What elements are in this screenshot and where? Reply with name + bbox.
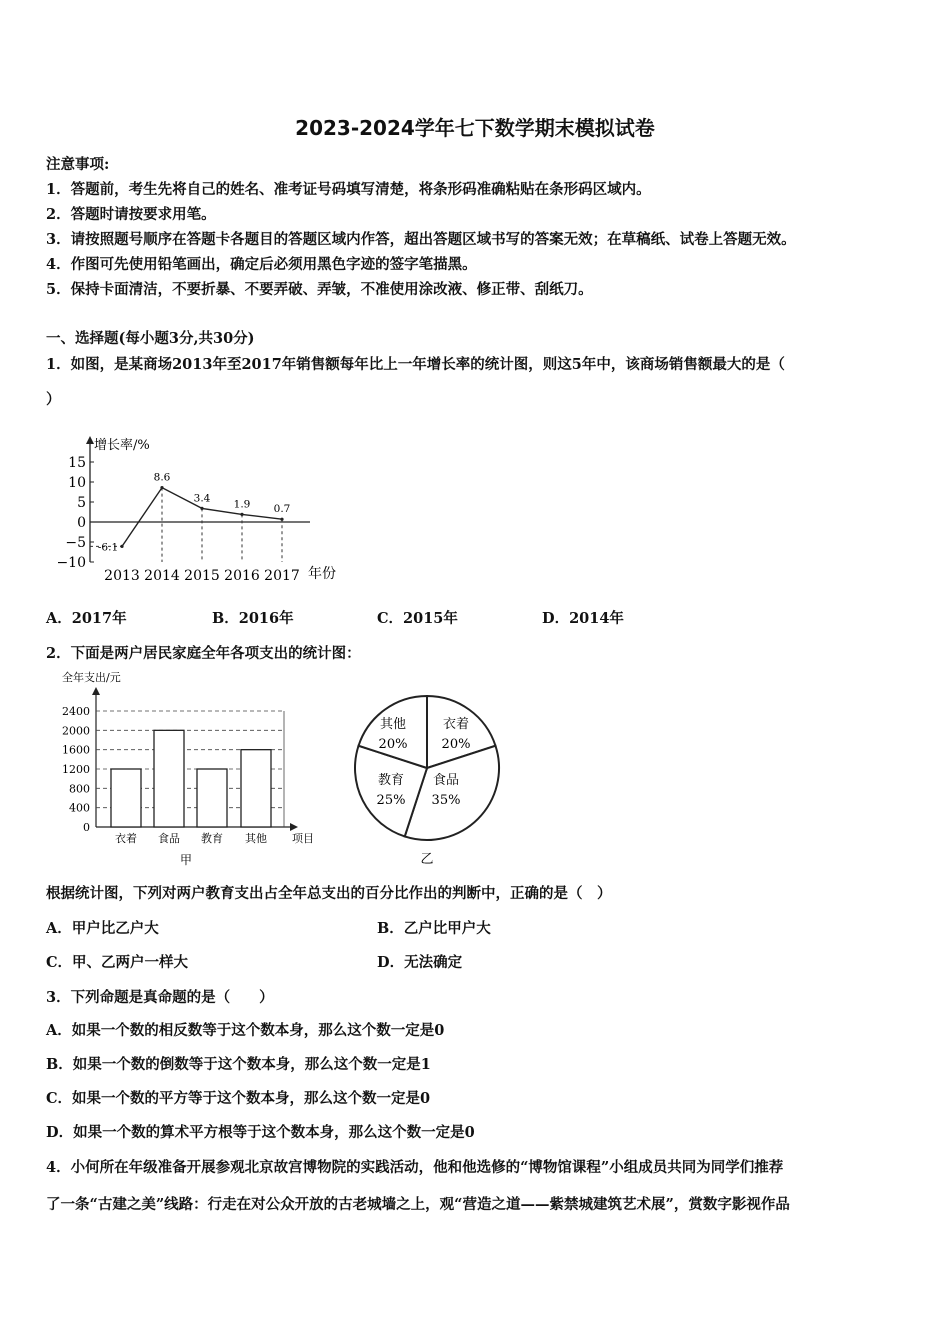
slice-label: 衣着	[442, 717, 470, 732]
x-tick-label: 2015	[184, 568, 220, 584]
q1-option-d[interactable]: D．2014年	[542, 610, 624, 627]
x-tick-label: 2017	[264, 568, 300, 584]
y-axis-label: 全年支出/元	[62, 671, 121, 684]
slice-label: 食品	[432, 773, 460, 788]
x-tick-label: 2014	[144, 568, 180, 584]
notice-item: 3．请按照题号顺序在答题卡各题目的答题区域内作答，超出答题区域书写的答案无效；在草稿纸、试卷上答题无效。	[46, 231, 796, 248]
data-label: 8.6	[153, 471, 171, 484]
notice-heading: 注意事项:	[46, 156, 110, 173]
q3-option-a[interactable]: A．如果一个数的相反数等于这个数本身，那么这个数一定是0	[46, 1022, 445, 1039]
data-label: 1.9	[233, 498, 251, 511]
y-tick-label: 1200	[62, 763, 90, 776]
notice-item: 2．答题时请按要求用笔。	[46, 206, 216, 223]
y-tick-label: −5	[65, 535, 86, 551]
chart-title: 甲	[179, 853, 193, 867]
slice-value: 35%	[431, 793, 461, 808]
bar	[154, 730, 184, 827]
y-axis-arrow-icon	[86, 436, 94, 444]
y-tick-label: 0	[77, 515, 86, 531]
y-axis-arrow-icon	[92, 687, 100, 695]
notice-item: 5．保持卡面清洁，不要折暴、不要弄破、弄皱，不准使用涂改液、修正带、刮纸刀。	[46, 281, 593, 298]
y-tick-label: 5	[77, 495, 86, 511]
y-tick-label: 0	[83, 821, 90, 834]
question-1-text: 1．如图，是某商场2013年至2017年销售额每年比上一年增长率的统计图，则这5年中，该商场销售额最大的是（	[46, 356, 785, 373]
x-axis-label: 项目	[292, 832, 314, 845]
y-tick-label: 2400	[62, 705, 90, 718]
page-title: 2023-2024学年七下数学期末模拟试卷	[295, 116, 655, 140]
y-tick-label: 1600	[62, 743, 90, 757]
q1-option-c[interactable]: C．2015年	[377, 610, 458, 627]
data-point	[240, 513, 243, 516]
x-tick-label: 2016	[224, 568, 260, 584]
data-point	[160, 486, 163, 489]
bar	[197, 769, 227, 827]
y-tick-label: 400	[69, 801, 90, 815]
q2-option-d[interactable]: D．无法确定	[377, 954, 463, 971]
slice-label: 教育	[377, 773, 405, 788]
x-tick-label: 食品	[158, 832, 180, 845]
y-tick-label: 10	[68, 475, 86, 491]
question-2-text: 2．下面是两户居民家庭全年各项支出的统计图：	[46, 645, 361, 662]
q1-option-b[interactable]: B．2016年	[212, 610, 294, 627]
y-tick-label: −10	[56, 555, 86, 571]
expense-bar-chart	[48, 667, 338, 872]
x-axis-label: 年份	[308, 566, 336, 582]
q3-option-b[interactable]: B．如果一个数的倒数等于这个数本身，那么这个数一定是1	[46, 1056, 431, 1073]
y-tick-label: 800	[69, 782, 90, 796]
x-axis-arrow-icon	[290, 823, 298, 831]
x-tick-label: 2013	[104, 568, 140, 584]
slice-value: 20%	[441, 737, 471, 752]
section-heading: 一、选择题(每小题3分,共30分)	[46, 330, 255, 347]
x-tick-label: 其他	[245, 832, 267, 845]
y-tick-label: 15	[68, 455, 86, 471]
q2-option-c[interactable]: C．甲、乙两户一样大	[46, 954, 189, 971]
data-label: 3.4	[193, 492, 211, 505]
slice-value: 25%	[376, 793, 406, 808]
x-tick-label: 教育	[201, 832, 223, 845]
q2-option-a[interactable]: A．甲户比乙户大	[46, 920, 159, 937]
data-label: 0.7	[273, 503, 291, 516]
question-4-text-cont: 了一条“古建之美”线路：行走在对公众开放的古老城墙之上，观“营造之道——紫禁城建筑艺术展”，赏数字影视作品	[46, 1196, 790, 1213]
q3-option-d[interactable]: D．如果一个数的算术平方根等于这个数本身，那么这个数一定是0	[46, 1124, 475, 1141]
chart-title: 乙	[420, 852, 434, 867]
x-tick-label: 衣着	[115, 832, 137, 845]
growth-rate-chart	[48, 428, 358, 588]
q2-option-b[interactable]: B．乙户比甲户大	[377, 920, 491, 937]
question-3-text: 3．下列命题是真命题的是（ ）	[46, 989, 274, 1006]
bar	[241, 750, 271, 827]
data-point	[120, 545, 123, 548]
notice-item: 4．作图可先使用铅笔画出，确定后必须用黑色字迹的签字笔描黑。	[46, 256, 477, 273]
q1-option-a[interactable]: A．2017年	[46, 610, 127, 627]
question-1-text-cont: ）	[46, 391, 61, 408]
question-4-text: 4．小何所在年级准备开展参观北京故宫博物院的实践活动，他和他选修的“博物馆课程”小组成员共同为同学们推荐	[46, 1159, 784, 1176]
slice-label: 其他	[379, 717, 407, 732]
data-point	[280, 518, 283, 521]
slice-value: 20%	[378, 737, 408, 752]
q3-option-c[interactable]: C．如果一个数的平方等于这个数本身，那么这个数一定是0	[46, 1090, 431, 1107]
y-tick-label: 2000	[62, 724, 90, 738]
data-label: -6.1	[97, 541, 119, 554]
expense-pie-chart	[345, 688, 515, 868]
question-2-prompt: 根据统计图，下列对两户教育支出占全年总支出的百分比作出的判断中，正确的是（ ）	[46, 885, 612, 902]
data-point	[200, 507, 203, 510]
notice-item: 1．答题前，考生先将自己的姓名、准考证号码填写清楚，将条形码准确粘贴在条形码区域内。	[46, 181, 651, 198]
y-axis-label: 增长率/%	[94, 438, 150, 453]
bar	[111, 769, 141, 827]
